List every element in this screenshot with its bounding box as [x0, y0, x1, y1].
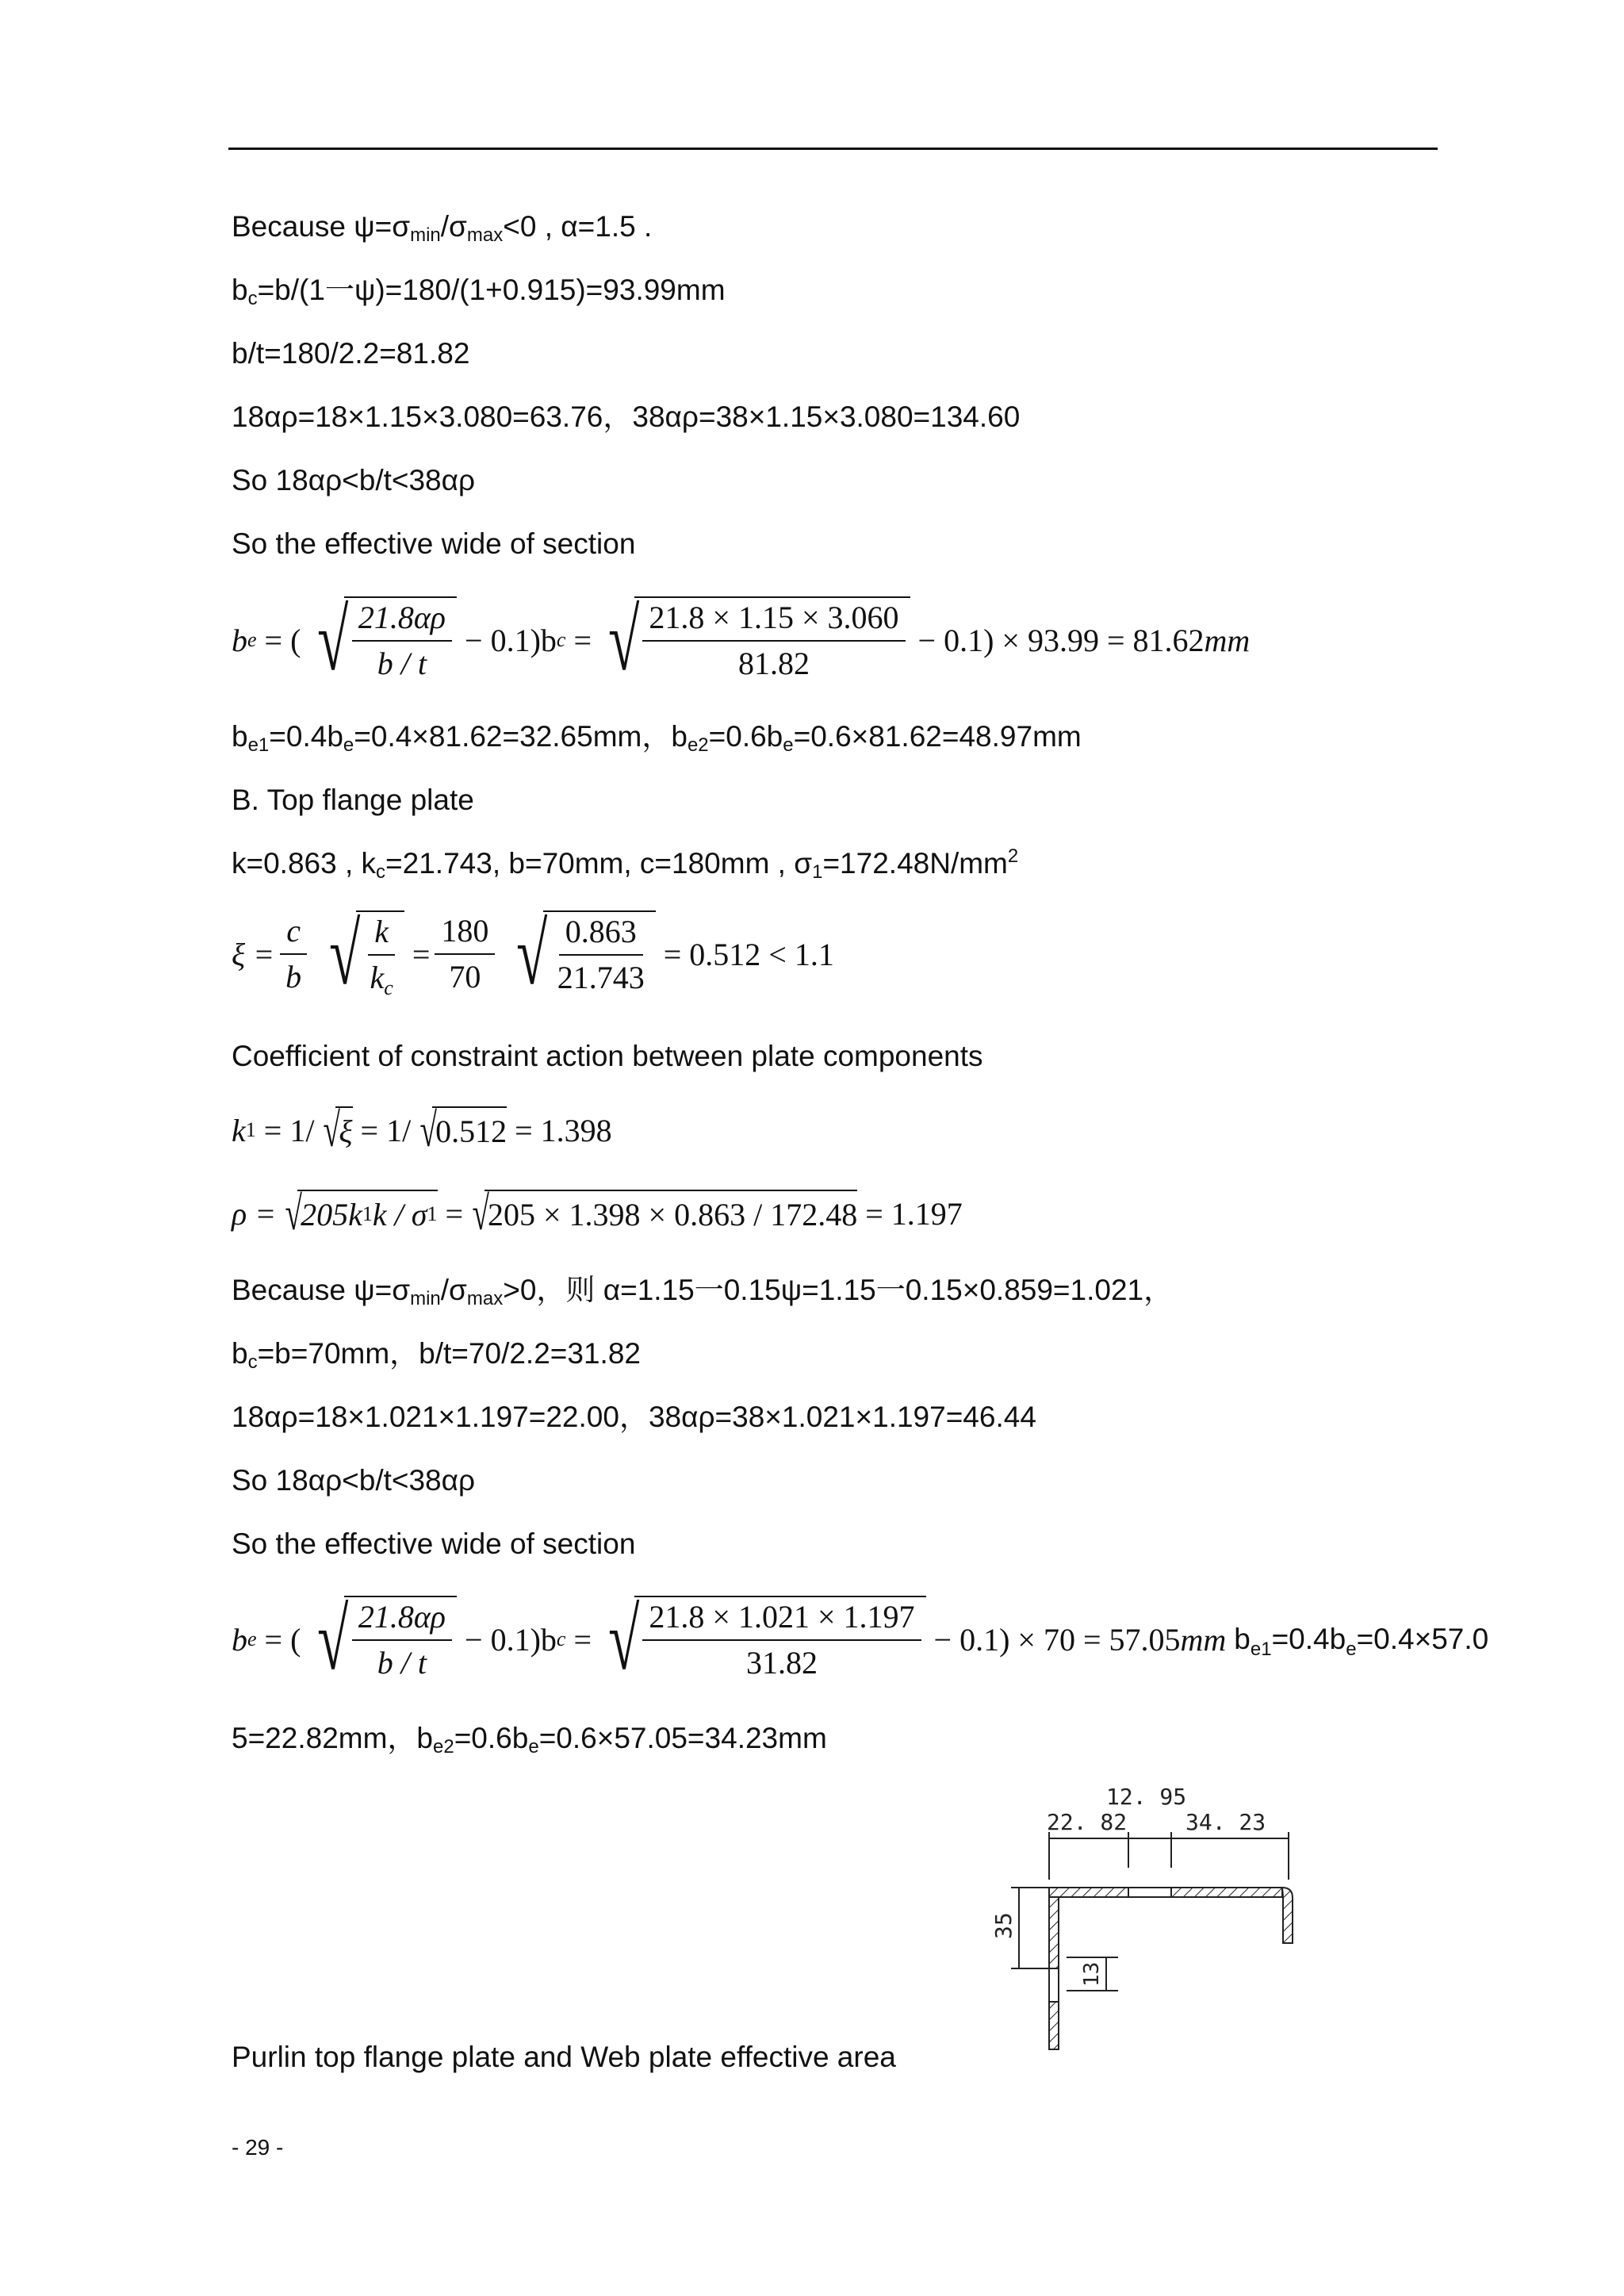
- line-bc: [232, 273, 726, 308]
- eq-mid: − 0.1)b: [465, 622, 557, 658]
- text: k=0.863 , k: [232, 847, 377, 880]
- sub: e: [783, 734, 794, 756]
- sub: c: [247, 1351, 258, 1373]
- frac-den: b / t: [377, 646, 427, 681]
- equation-be-1: b e = ( √ $\frac{21.8\alpha\rho}{b / t}$ − 0.1)b c = √ $\frac{21.8 \times 1.15 \times 3.060}{81.82}$ − 0.1) × 93.99 = 81.62 mm: [232, 592, 1251, 688]
- line-be-continued: [232, 1721, 827, 1756]
- sqrt: √ $\frac{21.8 \times 1.15 \times 3.060}{81.82}$: [592, 596, 910, 684]
- text: =0.6×81.62=48.97mm: [793, 720, 1082, 753]
- eq-op: = 1/: [360, 1112, 412, 1148]
- sqrt: √ 0.512: [419, 1104, 508, 1156]
- flange-effective-right: [1171, 1888, 1282, 1897]
- frac-den: 70: [449, 959, 481, 995]
- eq-lhs: ρ =: [232, 1195, 277, 1232]
- text: =0.6×57.05=34.23mm: [538, 1722, 827, 1754]
- web-ineffective: [1049, 1968, 1059, 2002]
- frac-num: 180: [435, 912, 495, 955]
- radicand: 0.512: [432, 1106, 507, 1154]
- text: Because ψ=σ: [232, 1274, 411, 1306]
- eq-tail: − 0.1) × 70 = 57.05: [933, 1621, 1181, 1658]
- frac-den: k: [370, 960, 385, 995]
- web-effective-top: [1049, 1897, 1059, 1968]
- eq-tail: = 1.197: [865, 1195, 963, 1232]
- line-because-psi-2: [232, 1273, 1173, 1308]
- figure-caption: Purlin top flange plate and Web plate effective area: [232, 2041, 896, 2073]
- text: <0 , α=1.5 .: [503, 210, 653, 243]
- text: >0，则 α=1.15一0.15ψ=1.15一0.15×0.859=1.021，: [503, 1274, 1174, 1306]
- frac-den: b: [285, 959, 302, 995]
- equation-rho: [232, 1187, 963, 1240]
- eq-lhs: k: [232, 1112, 246, 1148]
- sub: max: [466, 224, 504, 246]
- text: =b=70mm，b/t=70/2.2=31.82: [257, 1337, 641, 1370]
- line-alpha-rho-2: 18αρ=18×1.021×1.197=22.00，38αρ=38×1.021×1.197=46.44: [232, 1401, 1036, 1433]
- radicand: 205 × 1.398 × 0.863 / 172.48: [485, 1190, 857, 1237]
- sqrt: √ $\frac{0.863}{21.743}$: [500, 910, 655, 998]
- frac-den: b / t: [377, 1645, 427, 1681]
- line-bc-2: [232, 1336, 641, 1371]
- text: /σ: [440, 210, 467, 243]
- sup: 2: [1007, 845, 1019, 867]
- line-k-values: [232, 846, 1018, 881]
- dim-top: 12. 95: [1106, 1784, 1187, 1810]
- line-effective-2: So the effective wide of section: [232, 1527, 636, 1560]
- text: b: [232, 720, 248, 753]
- sqrt: √ ξ: [323, 1104, 353, 1156]
- frac-den: 21.743: [557, 960, 645, 995]
- line-effective-1: So the effective wide of section: [232, 527, 636, 560]
- line-alpha-rho: 18αρ=18×1.15×3.080=63.76，38αρ=38×1.15×3.080=134.60: [232, 401, 1021, 433]
- sqrt: √ 205k 1 k / σ 1: [285, 1187, 438, 1240]
- eq-tail: = 1.398: [515, 1112, 612, 1148]
- equation-be-2: b e = ( √ $\frac{21.8\alpha\rho}{b / t}$ − 0.1)b c = √ $\frac{21.8 \times 1.021 \times 1.197}{31.82}$ − 0.1) × 70 = 57.05 mm $b_{e1}=0.4b_e=0.4\times 57.0$: [232, 1591, 1489, 1688]
- eq-trailing-text: [1234, 1623, 1489, 1660]
- eq-op: = (: [264, 622, 301, 658]
- radicand: k / σ: [372, 1196, 427, 1232]
- text: =0.4×57.0: [1356, 1623, 1489, 1655]
- sub: max: [466, 1288, 504, 1309]
- line-bt: b/t=180/2.2=81.82: [232, 337, 470, 370]
- eq-mid: − 0.1)b: [465, 1621, 557, 1658]
- eq-op: = (: [264, 1621, 301, 1658]
- sub: c: [247, 288, 258, 309]
- frac-num: c: [280, 912, 307, 955]
- text: /σ: [440, 1274, 467, 1306]
- sub: c: [384, 976, 393, 999]
- eq-lhs: b: [232, 622, 247, 658]
- sub: min: [410, 1288, 441, 1309]
- flange-ineffective: [1128, 1888, 1171, 1897]
- sub: e1: [1250, 1639, 1272, 1660]
- dim-lip: 13: [1080, 1961, 1104, 1987]
- sub: c: [376, 861, 386, 883]
- eq-lhs: b: [232, 1621, 247, 1658]
- eq-lhs: ξ =: [232, 936, 275, 972]
- sub: e2: [687, 734, 709, 756]
- sub: e1: [247, 734, 270, 756]
- dim-right: 34. 23: [1185, 1809, 1266, 1835]
- sub: e2: [433, 1736, 454, 1757]
- radicand: 205k: [301, 1196, 362, 1232]
- sqrt: √ $\frac{21.8 \times 1.021 \times 1.197}{31.82}$: [592, 1596, 926, 1683]
- line-top-flange-heading: B. Top flange plate: [232, 784, 474, 816]
- text: =0.4b: [1271, 1623, 1346, 1655]
- text: =0.4b: [269, 720, 343, 753]
- text: =21.743, b=70mm, c=180mm , σ: [385, 847, 813, 880]
- equation-k1: k 1 = 1/ √ ξ = 1/ √ 0.512 = 1.398: [232, 1104, 612, 1156]
- frac-den: 81.82: [737, 646, 810, 681]
- page-number: - 29 -: [232, 2135, 284, 2160]
- sqrt: √ $\frac{21.8\alpha\rho}{b / t}$: [301, 1596, 457, 1683]
- frac-den: 31.82: [745, 1645, 818, 1681]
- text: =172.48N/mm: [822, 847, 1008, 880]
- purlin-section-figure: [956, 1777, 1320, 2062]
- flange-lip: [1282, 1888, 1293, 1943]
- sub: e: [343, 734, 354, 756]
- eq-unit: mm: [1180, 1621, 1227, 1658]
- flange-effective-left: [1049, 1888, 1128, 1897]
- line-because-psi-1: [232, 209, 652, 244]
- text: b: [1234, 1623, 1251, 1655]
- text: b: [232, 1337, 248, 1370]
- sqrt: √ 205 × 1.398 × 0.863 / 172.48: [472, 1187, 858, 1240]
- sub: min: [410, 224, 441, 246]
- equation-xi: [232, 906, 834, 1002]
- eq-tail: − 0.1) × 93.99 = 81.62: [917, 622, 1205, 658]
- text: b: [232, 274, 248, 306]
- eq-op: =: [412, 936, 431, 972]
- sub: e: [528, 1736, 539, 1757]
- dim-left: 22. 82: [1047, 1809, 1128, 1835]
- text: 5=22.82mm，b: [232, 1722, 433, 1754]
- text: =0.6b: [708, 720, 783, 753]
- line-so-1: So 18αρ<b/t<38αρ: [232, 464, 476, 496]
- eq-op: = 1/: [263, 1112, 315, 1148]
- frac-num: 21.8αρ: [352, 1598, 452, 1641]
- text: Because ψ=σ: [232, 210, 411, 243]
- frac-num: 21.8 × 1.15 × 3.060: [642, 599, 905, 642]
- frac-num: 21.8αρ: [352, 599, 452, 642]
- frac-num: 0.863: [559, 913, 643, 956]
- eq-tail: = 0.512 < 1.1: [663, 936, 834, 972]
- text: =b/(1一ψ)=180/(1+0.915)=93.99mm: [257, 274, 726, 306]
- eq-op: =: [573, 1621, 592, 1658]
- sqrt: √ $\frac{21.8\alpha\rho}{b / t}$: [301, 596, 457, 684]
- web-effective-bottom: [1049, 2002, 1059, 2049]
- eq-op: =: [445, 1195, 464, 1232]
- line-be1-be2: [232, 719, 1082, 754]
- text: =0.6b: [454, 1722, 529, 1754]
- header-rule: [228, 148, 1438, 150]
- dim-height: 35: [990, 1912, 1017, 1939]
- sub: 1: [812, 861, 823, 883]
- sqrt: √ $\frac{k}{k_c}$: [312, 910, 404, 998]
- line-coefficient: Coefficient of constraint action between plate components: [232, 1040, 983, 1072]
- sub: e: [1346, 1639, 1357, 1660]
- text: =0.4×81.62=32.65mm，b: [354, 720, 688, 753]
- eq-op: =: [573, 622, 592, 658]
- radicand: ξ: [335, 1106, 352, 1154]
- frac-num: 21.8 × 1.021 × 1.197: [642, 1598, 921, 1641]
- eq-unit: mm: [1204, 622, 1251, 658]
- line-so-2: So 18αρ<b/t<38αρ: [232, 1464, 476, 1497]
- frac-num: k: [368, 913, 395, 956]
